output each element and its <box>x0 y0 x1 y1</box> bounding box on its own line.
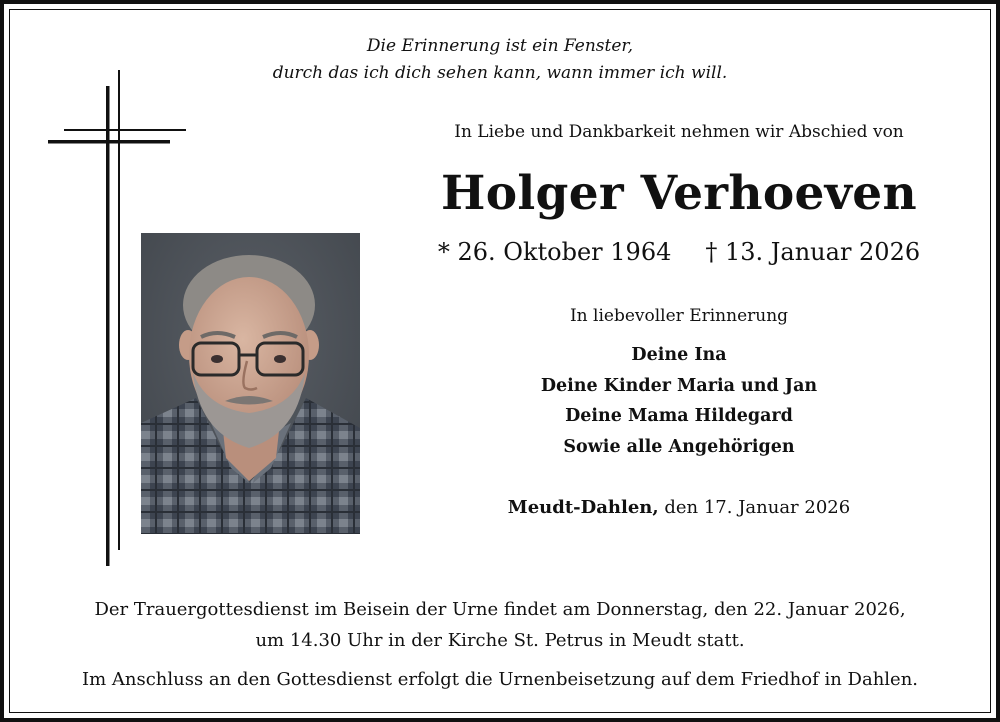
mourner-line: Sowie alle Angehörigen <box>563 436 795 457</box>
burial-info: Im Anschluss an den Gottesdienst erfolgt die Urnenbeisetzung auf dem Friedhof in Dahlen. <box>81 669 919 690</box>
service-line-2: um 14.30 Uhr in der Kirche St. Petrus in Meudt statt. <box>255 630 745 651</box>
poem-line-1: Die Erinnerung ist ein Fenster, <box>366 36 634 56</box>
farewell-intro: In Liebe und Dankbarkeit nehmen wir Abschied von <box>454 122 904 142</box>
portrait-photo <box>141 233 360 534</box>
place: Meudt-Dahlen, <box>507 497 659 518</box>
memory-heading: In liebevoller Erinnerung <box>569 306 789 326</box>
service-line-1: Der Trauergottesdienst im Beisein der Urne findet am Donnerstag, den 22. Januar 2026, <box>94 599 906 620</box>
notice-date: den 17. Januar 2026 <box>664 497 851 518</box>
mourner-line: Deine Kinder Maria und Jan <box>540 375 818 396</box>
death-date: † 13. Januar 2026 <box>705 238 921 266</box>
funeral-service-info <box>0 594 1000 656</box>
mourner-line: Deine Ina <box>631 345 727 365</box>
life-dates <box>400 238 958 266</box>
birth-date: * 26. Oktober 1964 <box>437 238 672 266</box>
mourners-list <box>400 340 958 462</box>
poem-line-2: durch das ich dich sehen kann, wann immer ich will. <box>272 63 728 83</box>
place-and-date <box>400 497 958 518</box>
deceased-name: Holger Verhoeven <box>441 166 917 221</box>
mourner-line: Deine Mama Hildegard <box>565 406 793 426</box>
